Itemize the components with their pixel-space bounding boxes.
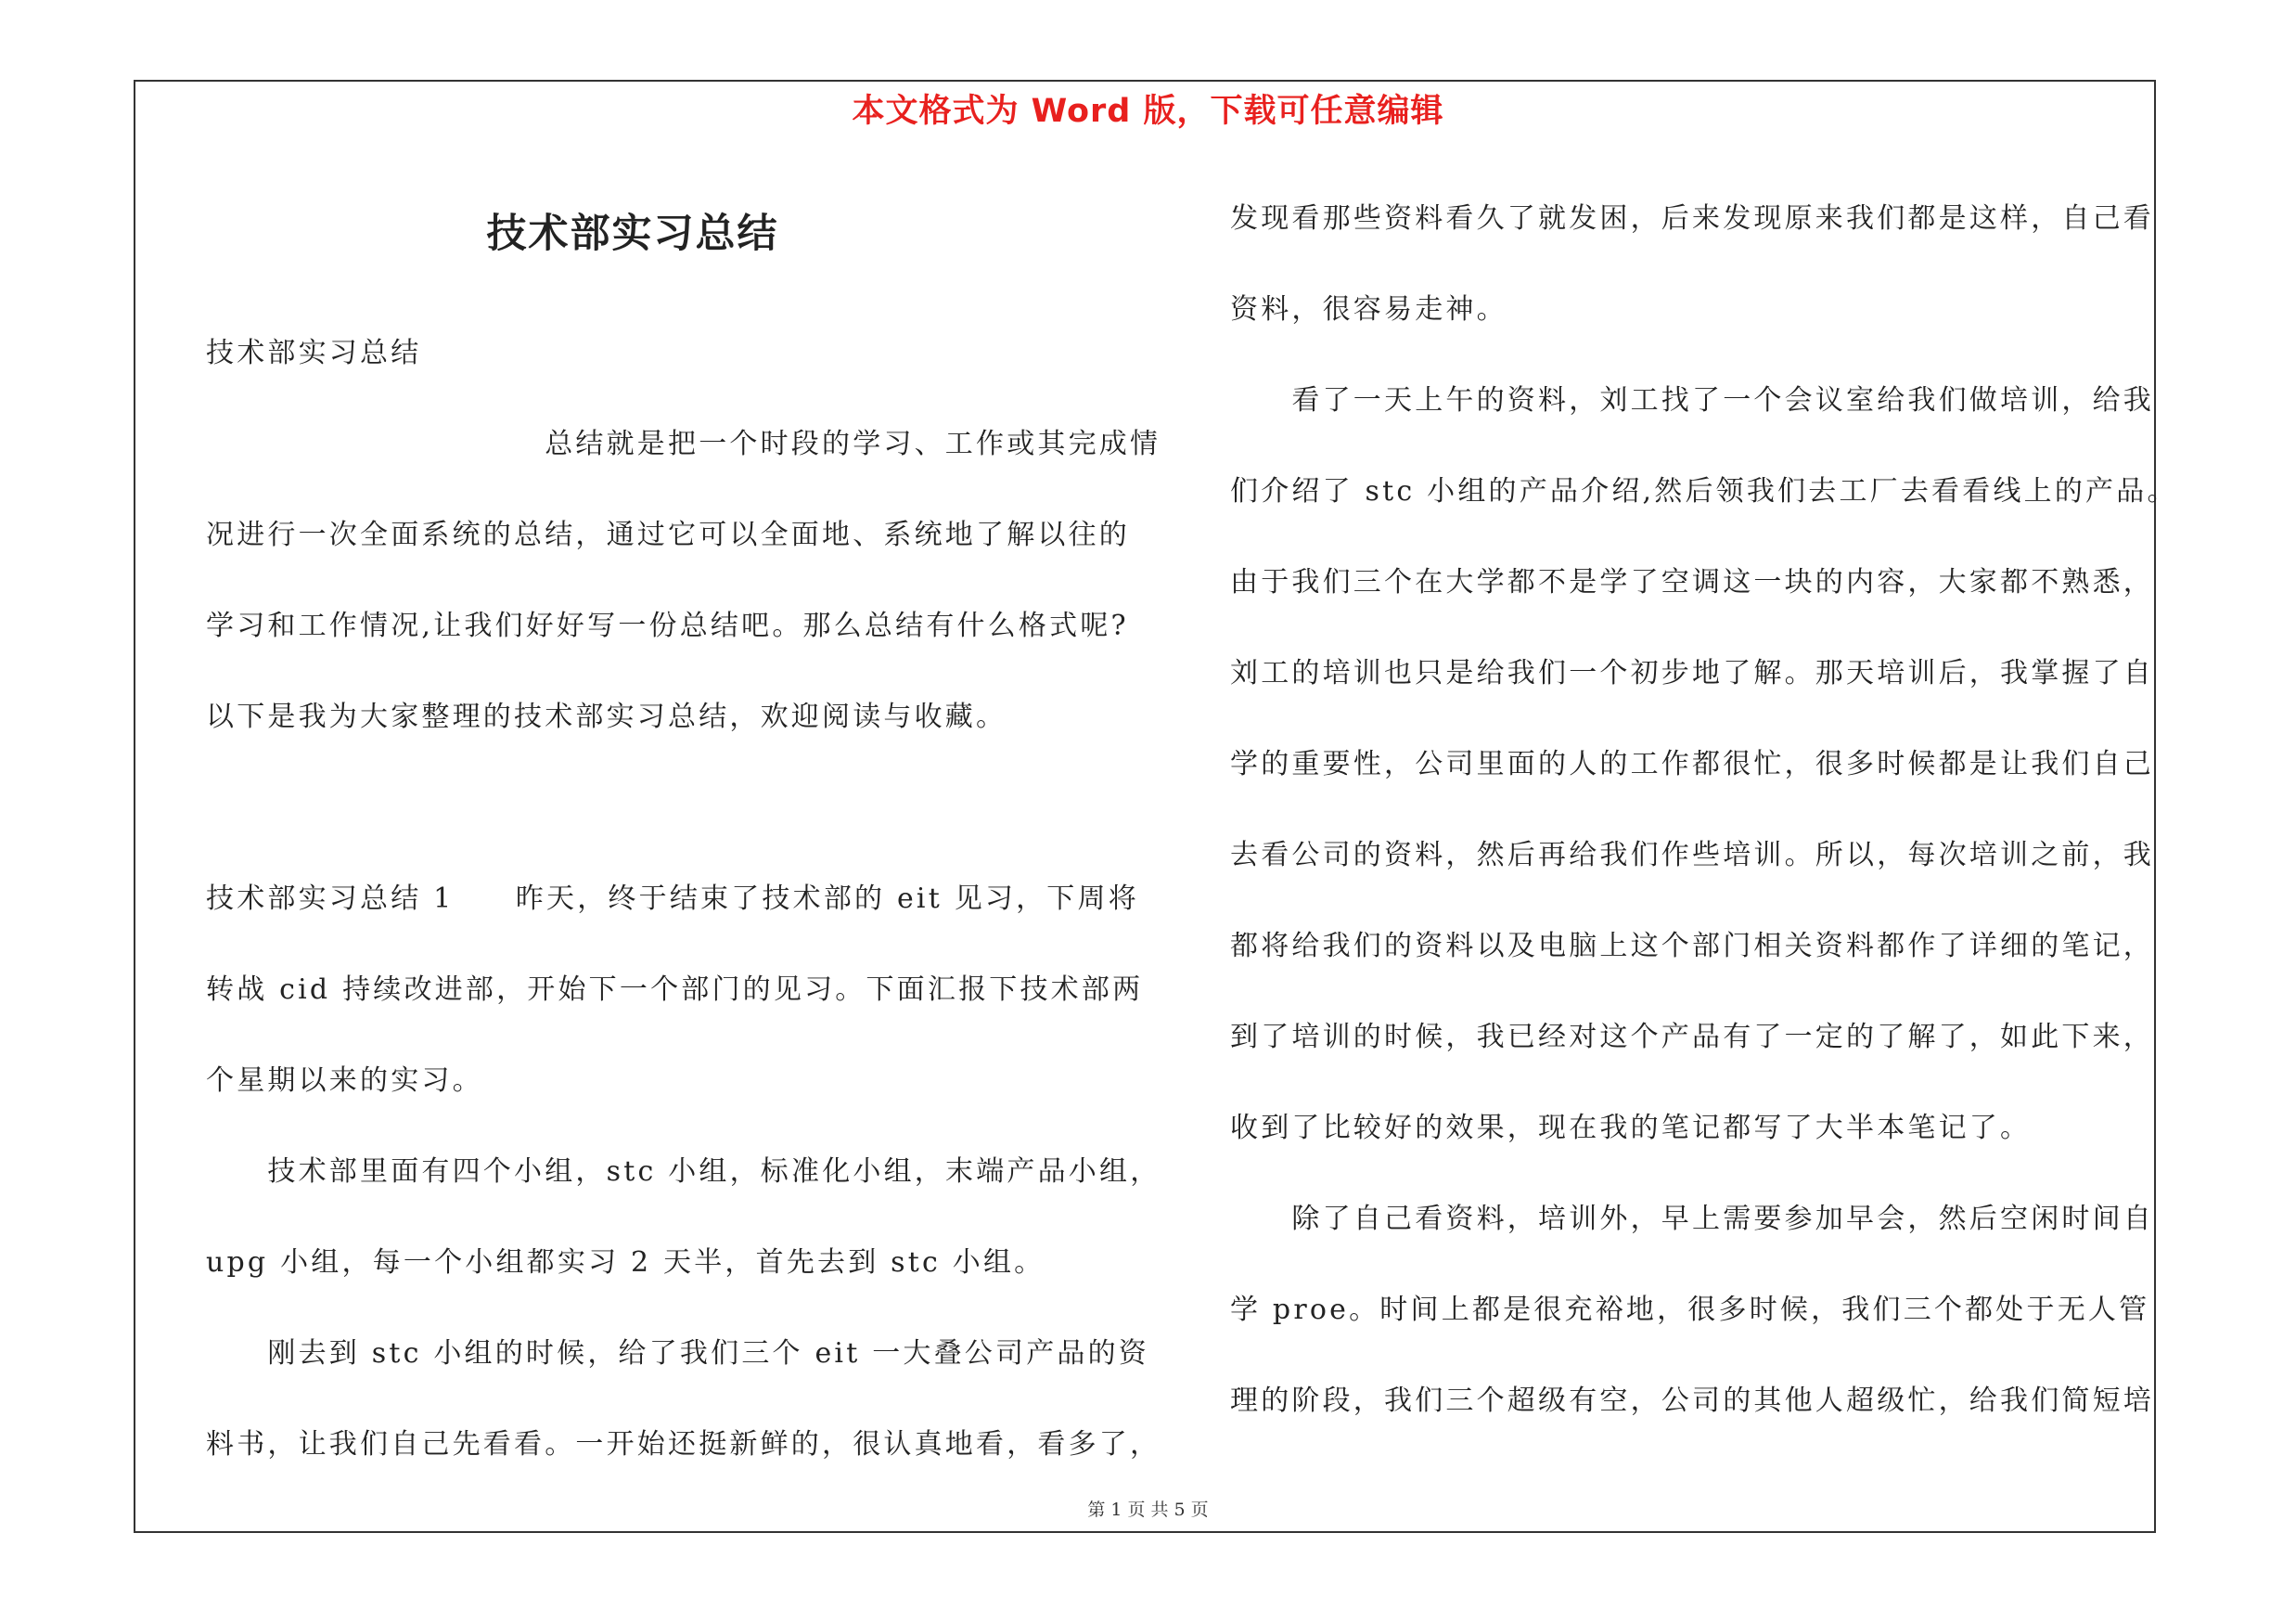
format-notice-banner: 本文格式为 Word 版，下载可任意编辑	[852, 93, 1444, 130]
left-line-1: 技术部实习总结	[206, 337, 422, 369]
right-line-14: 理的阶段，我们三个超级有空，公司的其他人超级忙，给我们简短培	[1230, 1385, 2154, 1417]
left-line-12: 料书，让我们自己先看看。一开始还挺新鲜的，很认真地看，看多了，	[206, 1428, 1161, 1461]
page-number-footer: 第 1 页 共 5 页	[1087, 1500, 1209, 1520]
left-line-3: 况进行一次全面系统的总结，通过它可以全面地、系统地了解以往的	[206, 519, 1130, 551]
left-line-11: 刚去到 stc 小组的时候，给了我们三个 eit 一大叠公司产品的资	[206, 1337, 1150, 1370]
right-line-9: 都将给我们的资料以及电脑上这个部门相关资料都作了详细的笔记，	[1230, 930, 2154, 962]
right-line-13: 学 proe。时间上都是很充裕地，很多时候，我们三个都处于无人管	[1230, 1294, 2150, 1326]
document-title: 技术部实习总结	[486, 211, 779, 257]
right-line-8: 去看公司的资料，然后再给我们作些培训。所以，每次培训之前，我	[1230, 839, 2154, 871]
left-line-7: 转战 cid 持续改进部，开始下一个部门的见习。下面汇报下技术部两	[206, 973, 1144, 1006]
right-line-5: 由于我们三个在大学都不是学了空调这一块的内容，大家都不熟悉，	[1230, 566, 2154, 599]
right-line-12: 除了自己看资料，培训外，早上需要参加早会，然后空闲时间自	[1230, 1203, 2154, 1235]
left-line-10: upg 小组，每一个小组都实习 2 天半，首先去到 stc 小组。	[206, 1246, 1045, 1279]
right-line-1: 发现看那些资料看久了就发困，后来发现原来我们都是这样，自己看	[1230, 202, 2154, 235]
left-line-4: 学习和工作情况,让我们好好写一份总结吧。那么总结有什么格式呢?	[206, 610, 1129, 642]
right-line-10: 到了培训的时候，我已经对这个产品有了一定的了解了，如此下来，	[1230, 1021, 2154, 1053]
right-line-11: 收到了比较好的效果，现在我的笔记都写了大半本笔记了。	[1230, 1112, 2032, 1144]
right-line-4: 们介绍了 stc 小组的产品介绍,然后领我们去工厂去看看线上的产品。	[1230, 475, 2178, 508]
left-line-2: 总结就是把一个时段的学习、工作或其完成情	[206, 428, 1161, 460]
right-line-7: 学的重要性，公司里面的人的工作都很忙，很多时候都是让我们自己	[1230, 748, 2154, 780]
left-line-8: 个星期以来的实习。	[206, 1064, 483, 1097]
right-line-2: 资料，很容易走神。	[1230, 293, 1507, 326]
left-line-9: 技术部里面有四个小组，stc 小组，标准化小组，末端产品小组，	[206, 1155, 1161, 1188]
right-line-3: 看了一天上午的资料，刘工找了一个会议室给我们做培训，给我	[1230, 384, 2154, 417]
right-line-6: 刘工的培训也只是给我们一个初步地了解。那天培训后，我掌握了自	[1230, 657, 2154, 689]
left-line-6: 技术部实习总结 1 昨天，终于结束了技术部的 eit 见习，下周将	[206, 882, 1139, 915]
left-line-5: 以下是我为大家整理的技术部实习总结，欢迎阅读与收藏。	[206, 701, 1007, 733]
